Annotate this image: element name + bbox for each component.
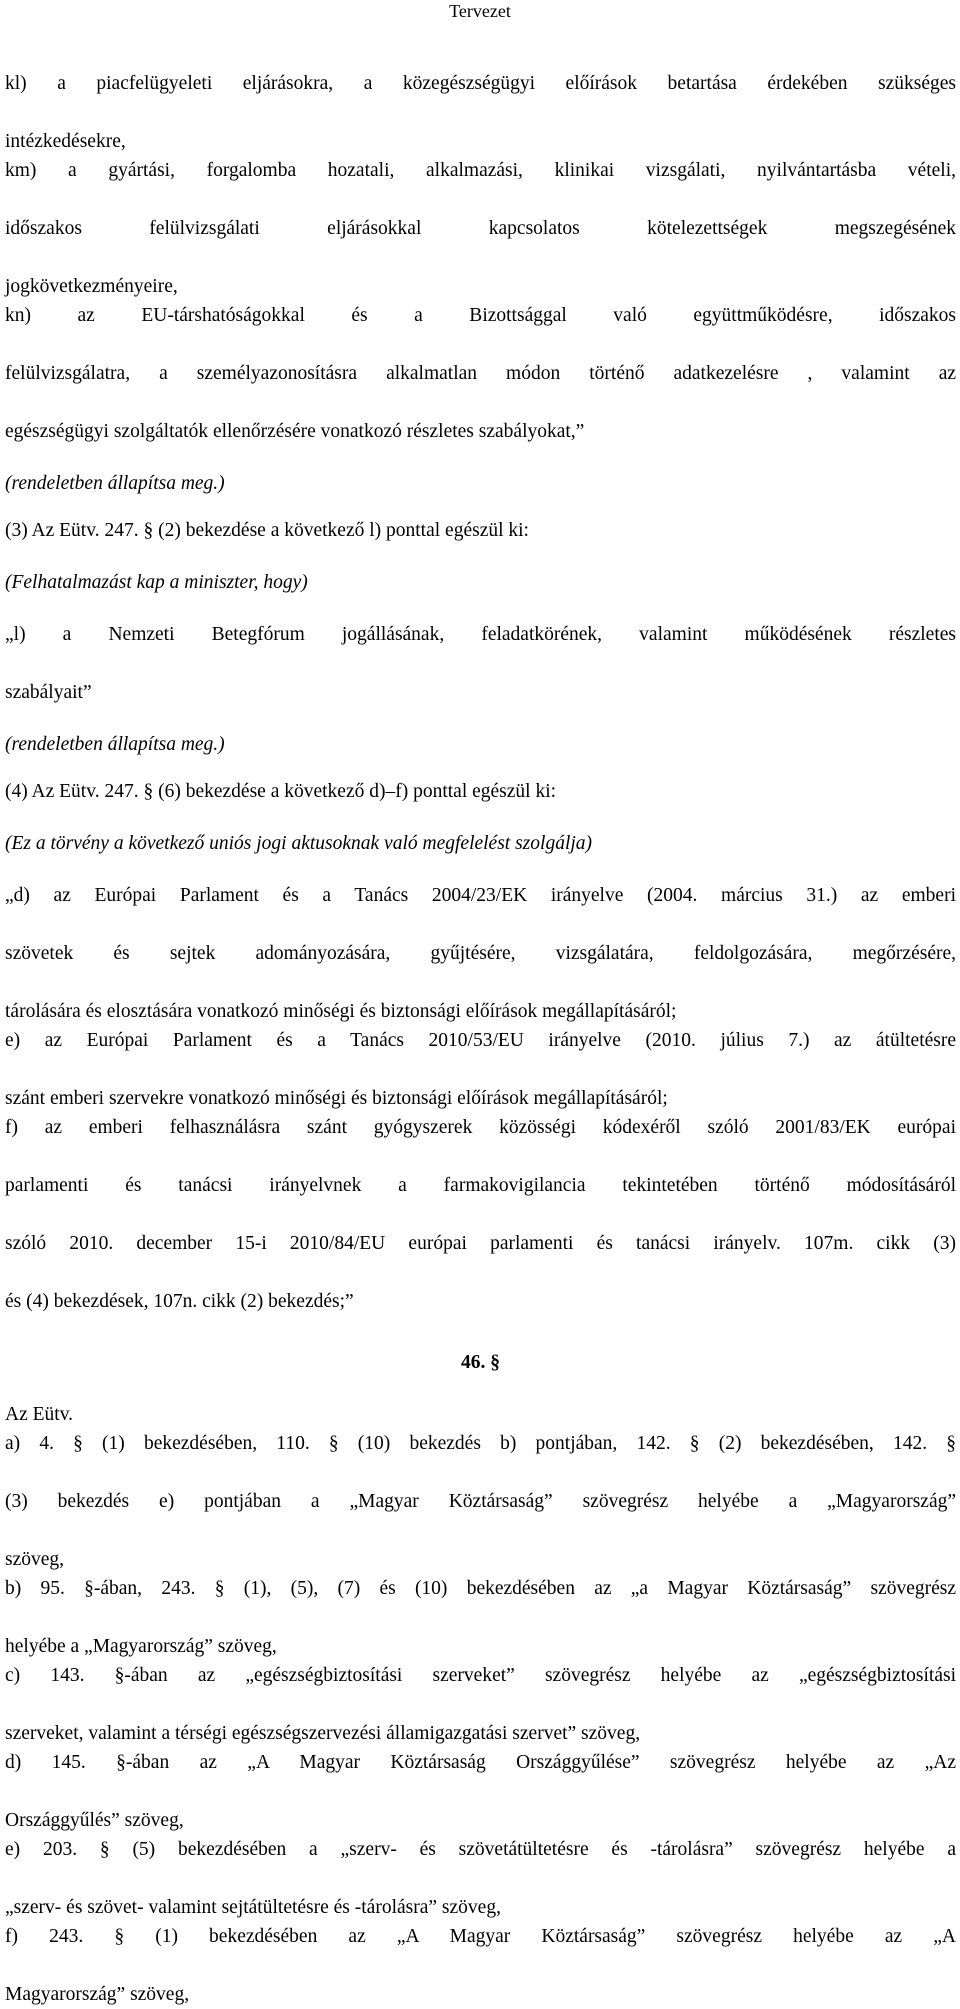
point-d-line: szövetek és sejtek adományozására, gyűjtésére, vizsgálatára, feldolgozására, megőrzésére, [5,943,956,964]
amendment-e-line: „szerv- és szövet- valamint sejtátültetésre és -tárolásra” szöveg, [5,1897,501,1918]
point-d-line: tárolására és elosztására vonatkozó minőségi és biztonsági előírások megállapításáról; [5,1001,677,1022]
amendment-c-line: szerveket, valamint a térségi egészségszervezési államigazgatási szervet” szöveg, [5,1723,641,1744]
point-kn-line: felülvizsgálatra, a személyazonosításra alkalmatlan módon történő adatkezelésre , valamint az [5,363,956,384]
closing-phrase: (rendeletben állapítsa meg.) [5,734,225,755]
point-f-line: és (4) bekezdések, 107n. cikk (2) bekezdés;” [5,1291,354,1312]
eu-compliance-intro: (Ez a törvény a következő uniós jogi aktusoknak való megfelelést szolgálja) [5,833,593,854]
point-f-line: szóló 2010. december 15-i 2010/84/EU európai parlamenti és tanácsi irányelv. 107m. cikk (3) [5,1233,956,1254]
amendment-d-line: Országgyűlés” szöveg, [5,1810,184,1831]
point-kn-line: kn) az EU-társhatóságokkal és a Bizottsággal való együttműködésre, időszakos [5,305,956,326]
point-km-line: időszakos felülvizsgálati eljárásokkal kapcsolatos kötelezettségek megszegésének [5,218,956,239]
point-km-line: km) a gyártási, forgalomba hozatali, alkalmazási, klinikai vizsgálati, nyilvántartásba vételi, [5,160,956,181]
point-d-line: „d) az Európai Parlament és a Tanács 2004/23/EK irányelve (2004. március 31.) az emberi [5,885,956,906]
act-reference: Az Eütv. [5,1404,74,1425]
section-heading: 46. § [461,1352,500,1373]
amendment-f-line: f) 243. § (1) bekezdésében az „A Magyar Köztársaság” szövegrész helyébe az „A [5,1926,956,1947]
amendment-e-line: e) 203. § (5) bekezdésében a „szerv- és szövetátültetésre és -tárolásra” szövegrész helyébe a [5,1839,956,1860]
amendment-f-line: Magyarország” szöveg, [5,1984,190,2005]
point-e-line: szánt emberi szervekre vonatkozó minőségi és biztonsági előírások megállapításáról; [5,1088,668,1109]
point-l-line: „l) a Nemzeti Betegfórum jogállásának, feladatkörének, valamint működésének részletes [5,624,956,645]
amendment-d-line: d) 145. §-ában az „A Magyar Köztársaság Országgyűlése” szövegrész helyébe az „Az [5,1752,956,1773]
point-f-line: f) az emberi felhasználásra szánt gyógyszerek közösségi kódexéről szóló 2001/83/EK európai [5,1117,956,1138]
amendment-b-line: helyébe a „Magyarország” szöveg, [5,1636,277,1657]
point-km-line: jogkövetkezményeire, [5,276,178,297]
point-e-line: e) az Európai Parlament és a Tanács 2010/53/EU irányelve (2010. július 7.) az átültetésre [5,1030,956,1051]
amendment-c-line: c) 143. §-ában az „egészségbiztosítási szerveket” szövegrész helyébe az „egészségbiztosítási [5,1665,956,1686]
paragraph-4: (4) Az Eütv. 247. § (6) bekezdése a következő d)–f) ponttal egészül ki: [5,781,557,802]
page-header: Tervezet [449,1,511,21]
point-kn-line: egészségügyi szolgáltatók ellenőrzésére vonatkozó részletes szabályokat,” [5,421,585,442]
point-l-line: szabályait” [5,682,92,703]
document-body [5,69,956,2009]
amendment-a-line: (3) bekezdés e) pontjában a „Magyar Köztársaság” szövegrész helyébe a „Magyarország” [5,1491,956,1512]
amendment-b-line: b) 95. §-ában, 243. § (1), (5), (7) és (10) bekezdésében az „a Magyar Köztársaság” szövegrész [5,1578,956,1599]
point-kl-line: kl) a piacfelügyeleti eljárásokra, a közegészségügyi előírások betartása érdekében szükséges [5,73,956,94]
amendment-a-line: a) 4. § (1) bekezdésében, 110. § (10) bekezdés b) pontjában, 142. § (2) bekezdésében, 142. § [5,1433,956,1454]
point-kl-line: intézkedésekre, [5,131,126,152]
authorization-intro: (Felhatalmazást kap a miniszter, hogy) [5,572,308,593]
closing-phrase: (rendeletben állapítsa meg.) [5,473,225,494]
point-f-line: parlamenti és tanácsi irányelvnek a farmakovigilancia tekintetében történő módosításáról [5,1175,956,1196]
amendment-a-line: szöveg, [5,1549,65,1570]
paragraph-3: (3) Az Eütv. 247. § (2) bekezdése a következő l) ponttal egészül ki: [5,520,529,541]
